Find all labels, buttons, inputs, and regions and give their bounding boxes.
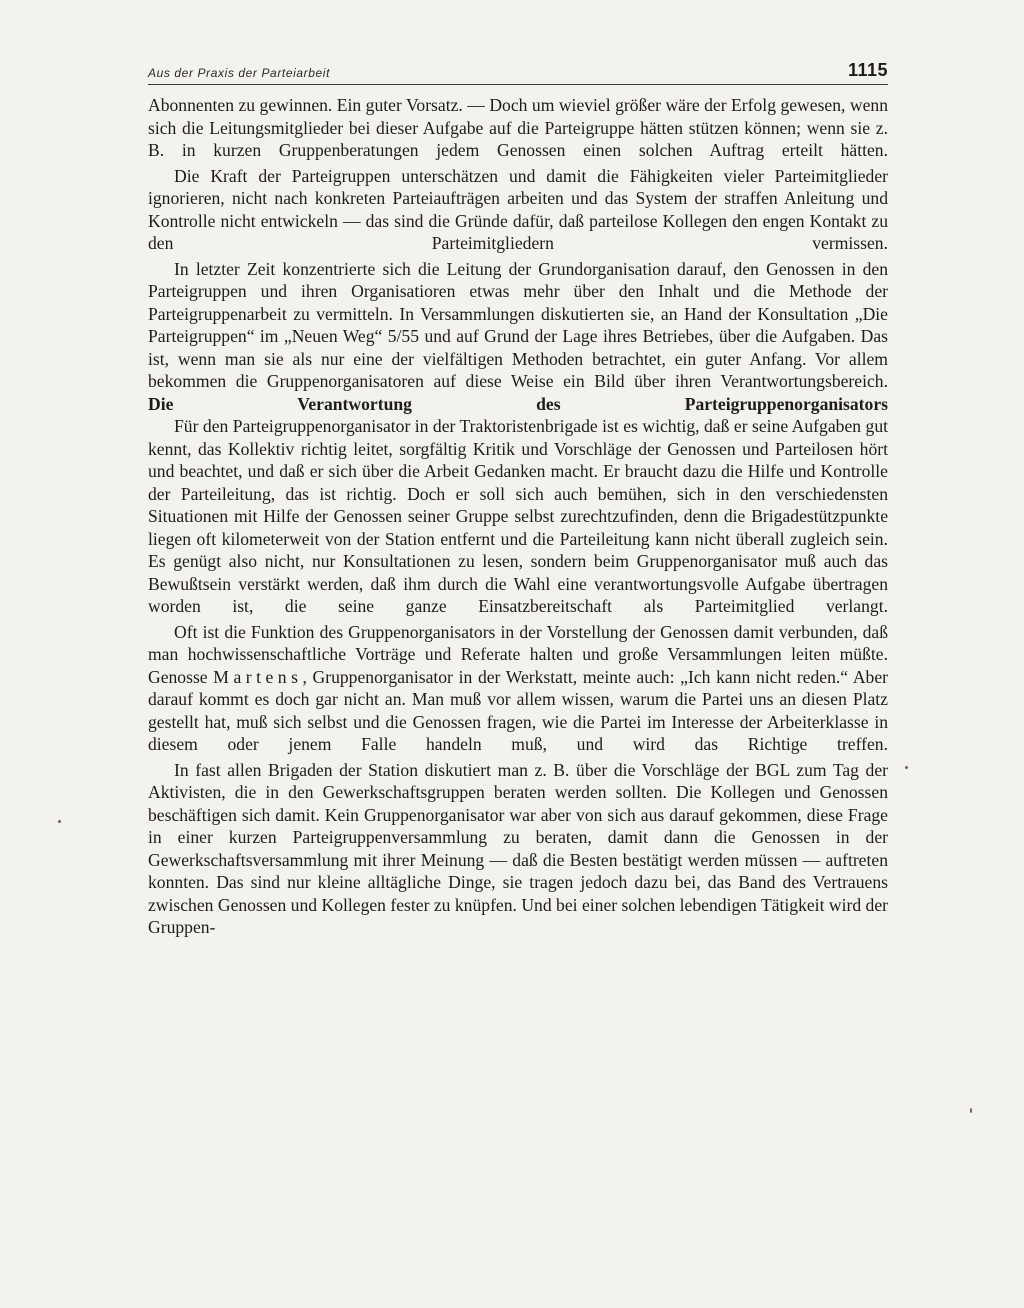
person-name-spaced: Martens xyxy=(213,666,303,687)
paragraph: In letzter Zeit konzentrierte sich die Leitung der Grundorganisation darauf, den Genossen in den Parteigruppen und ihren Organisatioren etwas mehr über den Inhalt und die Methode der Parteigruppenarbeit zu vermitteln. In Versammlungen diskutierten sie, an Hand der Konsultation „Die Parteigruppen“ im „Neuen Weg“ 5/55 und auf Grund der Lage ihres Betriebes, über die Aufgaben. Das ist, wenn man sie als nur eine der vielfältigen Methoden betrachtet, ein guter Anfang. Vor allem bekommen die Gruppenorganisatoren auf diese Weise ein Bild über ihren Verantwortungsbereich. xyxy=(148,258,888,391)
paper-speck xyxy=(905,766,908,769)
paragraph: Für den Parteigruppenorganisator in der Traktoristenbrigade ist es wichtig, daß er seine Aufgaben gut kennt, das Kollektiv richtig leitet, sorgfältig Kritik und Vorschläge der Genossen und Parteilosen hört und beachtet, und daß er sich über die Arbeit Gedanken macht. Er braucht dazu die Hilfe und Kontrolle der Parteileitung, das ist richtig. Doch er soll sich auch bemühen, sich in den verschiedensten Situationen mit Hilfe der Genossen seiner Gruppe selbst zurechtzufinden, denn die Brigadestützpunkte liegen oft kilometerweit von der Station entfernt und die Parteileitung kann nicht überall zugleich sein. Es genügt also nicht, nur Konsultationen zu lesen, sondern beim Gruppenorganisator muß auch das Bewußtsein verstärkt werden, daß ihm durch die Wahl eine verantwortungsvolle Aufgabe übertragen worden ist, die seine ganze Einsatzbereitschaft als Parteimitglied verlangt. xyxy=(148,416,888,616)
paragraph-continued: Abonnenten zu gewinnen. Ein guter Vorsatz. — Doch um wieviel größer wäre der Erfolg gewesen, wenn sich die Leitungsmitglieder bei dieser Aufgabe auf die Parteigruppe hätten stützen können; wenn sie z. B. in kurzen Gruppenberatungen jedem Genossen einen solchen Auftrag erteilt hätten. xyxy=(148,95,888,160)
paper-speck xyxy=(58,820,61,823)
body-text xyxy=(148,94,888,939)
running-head xyxy=(148,62,888,85)
page-number: 1115 xyxy=(847,60,888,80)
book-page xyxy=(148,62,888,939)
paragraph xyxy=(148,621,888,756)
paragraph: Die Kraft der Parteigruppen unterschätzen und damit die Fähigkeiten vieler Parteimitglieder ignorieren, nicht nach konkreten Parteiaufträgen arbeiten und das System der straffen Anleitung und Kontrolle nicht entwickeln — das sind die Gründe dafür, daß parteilose Kollegen den engen Kontakt zu den Parteimitgliedern vermissen. xyxy=(148,165,888,253)
paragraph-text: Oft ist die Funktion des Gruppenorganisators in der Vorstellung der Genossen damit verbunden, daß man hochwissenschaftliche Vorträge und Referate halten und große Versammlungen leiten müßte. Genosse xyxy=(148,621,888,687)
paragraph: In fast allen Brigaden der Station diskutiert man z. B. über die Vorschläge der BGL zum Tag der Aktivisten, die in den Gewerkschaftsgruppen beraten werden sollten. Die Kollegen und Genossen beschäftigen sich damit. Kein Gruppenorganisator war aber von sich aus darauf gekommen, diese Frage in einer kurzen Parteigruppenversammlung zu beraten, damit dann die Genossen in der Gewerkschaftsversammlung mit ihrer Meinung — daß die Besten bestätigt werden müssen — auftreten konnten. Das sind nur kleine alltägliche Dinge, sie tragen jedoch dazu bei, das Band des Vertrauens zwischen Genossen und Kollegen fester zu knüpfen. Und bei einer solchen lebendigen Tätigkeit wird der Gruppen- xyxy=(148,759,888,937)
paragraph-text: , Gruppenorganisator in der Werkstatt, meinte auch: „Ich kann nicht reden.“ Aber darauf kommt es doch gar nicht an. Man muß vor allem wissen, warum die Partei uns an diesen Platz gestellt hat, muß sich selbst und die Genossen fragen, wie die Partei im Interesse der Arbeiterklasse in diesem oder jenem Falle handeln muß, und wird das Richtige treffen. xyxy=(148,666,888,754)
running-head-title: Aus der Praxis der Parteiarbeit xyxy=(148,66,331,80)
section-heading: Die Verantwortung des Parteigruppenorganisators xyxy=(148,393,888,414)
paper-speck xyxy=(970,1108,972,1113)
